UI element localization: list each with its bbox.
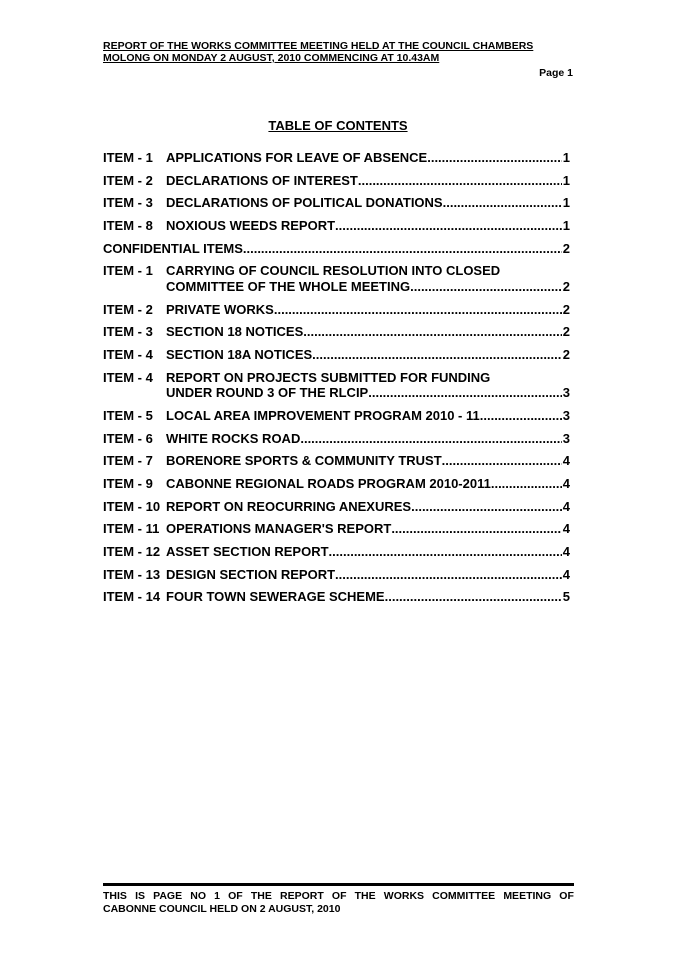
toc-entry: [103, 241, 570, 257]
dot-leader: [443, 195, 562, 211]
toc-entry-title: WHITE ROCKS ROAD: [166, 430, 301, 446]
toc-entry-label: ITEM - 4: [103, 369, 153, 385]
footer-word: REPORT: [280, 890, 324, 902]
toc-entry-title: FOUR TOWN SEWERAGE SCHEME: [166, 589, 385, 605]
footer-word: PAGE: [153, 890, 183, 902]
toc-entry-label: ITEM - 1: [103, 263, 153, 279]
toc-entry-title: DECLARATIONS OF INTEREST: [166, 172, 358, 188]
footer-word: OF: [559, 890, 574, 902]
toc-entry-page: 3: [562, 385, 570, 401]
footer-word: IS: [135, 890, 145, 902]
toc-entry: [103, 431, 570, 447]
toc-entry-page: 4: [562, 544, 570, 559]
toc-entry-label: ITEM - 14: [103, 589, 161, 605]
toc-entry-label: ITEM - 12: [103, 544, 161, 559]
footer-word: WORKS: [383, 890, 425, 902]
toc-title: TABLE OF CONTENTS: [268, 118, 408, 133]
toc-entry-page: 4: [562, 566, 570, 582]
dot-leader: [329, 544, 562, 560]
toc-entry-label: ITEM - 10: [103, 498, 161, 514]
toc-entry-page: 1: [562, 150, 570, 165]
toc-entry-page: 4: [562, 521, 570, 537]
toc-entry-title: REPORT ON PROJECTS SUBMITTED FOR FUNDING: [166, 369, 491, 385]
dot-leader: [480, 408, 562, 424]
toc-entry-page: 4: [562, 498, 570, 514]
footer-word: THIS: [103, 890, 127, 902]
dot-leader: [335, 567, 562, 583]
toc-entry-title: OPERATIONS MANAGER'S REPORT: [166, 521, 392, 537]
footer-word: OF: [228, 890, 243, 902]
footer-word: OF: [331, 890, 347, 902]
dot-leader: [391, 521, 561, 537]
dot-leader: [410, 279, 562, 295]
toc-entry-label: ITEM - 3: [103, 324, 153, 340]
toc-entry: [103, 195, 570, 211]
toc-entry: [103, 408, 570, 424]
toc-entry: [103, 476, 570, 492]
dot-leader: [358, 173, 562, 189]
toc-entry-label: ITEM - 2: [103, 301, 153, 317]
toc-entry-page: 2: [562, 278, 570, 294]
footer-line-1: [103, 890, 574, 903]
toc-entry-title: SECTION 18 NOTICES: [166, 324, 304, 340]
dot-leader: [411, 499, 562, 515]
toc-entry: [103, 499, 570, 515]
toc-entry-label: ITEM - 7: [103, 453, 153, 469]
toc-entry-page: 4: [562, 475, 570, 491]
toc-entry-label: ITEM - 11: [103, 521, 160, 537]
toc-entry-title: REPORT ON REOCURRING ANEXURES: [166, 498, 412, 514]
toc-entry-page: 5: [562, 589, 570, 605]
toc-entry-title: APPLICATIONS FOR LEAVE OF ABSENCE: [166, 150, 428, 165]
table-of-contents: [103, 150, 570, 612]
toc-entry: [103, 150, 570, 166]
toc-entry: [103, 544, 570, 560]
footer-word: THE: [354, 890, 376, 902]
toc-entry-page: 1: [562, 218, 570, 234]
toc-entry-page: 1: [562, 172, 570, 188]
footer-word: COMMITTEE: [432, 890, 496, 902]
toc-entry-page: 2: [562, 301, 570, 317]
toc-entry-page: 4: [562, 453, 570, 469]
toc-entry: [103, 589, 570, 605]
page-footer: [103, 883, 574, 915]
toc-entry-page: 1: [562, 195, 570, 211]
dot-leader: [300, 431, 561, 447]
dot-leader: [427, 150, 562, 166]
toc-entry-title: SECTION 18A NOTICES: [166, 347, 313, 362]
toc-entry-label: ITEM - 2: [103, 172, 153, 188]
toc-entry: [103, 173, 570, 189]
header-line-2: MOLONG ON MONDAY 2 AUGUST, 2010 COMMENCING AT 10.43AM: [103, 52, 440, 64]
dot-leader: [368, 385, 562, 401]
toc-entry-page: 3: [562, 407, 570, 423]
toc-entry: [103, 521, 570, 537]
toc-entry: [103, 370, 570, 401]
toc-entry-label: ITEM - 3: [103, 195, 153, 211]
toc-entry-title: CONFIDENTIAL ITEMS: [103, 240, 243, 256]
toc-entry-title: CARRYING OF COUNCIL RESOLUTION INTO CLOSED: [166, 263, 501, 279]
toc-entry-page: 2: [562, 324, 570, 340]
toc-entry: [103, 347, 570, 363]
toc-entry-label: ITEM - 5: [103, 407, 153, 423]
toc-entry: [103, 453, 570, 469]
footer-word: NO: [190, 890, 206, 902]
toc-entry-page: 3: [562, 430, 570, 446]
toc-entry-title: DESIGN SECTION REPORT: [166, 566, 336, 582]
toc-entry-label: ITEM - 8: [103, 218, 153, 234]
dot-leader: [243, 241, 562, 257]
dot-leader: [274, 302, 562, 318]
toc-entry-title: DECLARATIONS OF POLITICAL DONATIONS: [166, 195, 443, 211]
dot-leader: [303, 324, 562, 340]
toc-entry-page: 2: [562, 240, 570, 256]
dot-leader: [312, 347, 562, 363]
footer-line-2: CABONNE COUNCIL HELD ON 2 AUGUST, 2010: [103, 902, 341, 915]
toc-entry-label: ITEM - 1: [103, 150, 153, 165]
footer-word: MEETING: [503, 890, 552, 902]
dot-leader: [335, 218, 562, 234]
toc-entry-label: ITEM - 6: [103, 430, 153, 446]
page-number: Page 1: [539, 67, 573, 79]
toc-entry: [103, 263, 570, 294]
toc-entry-title: BORENORE SPORTS & COMMUNITY TRUST: [166, 453, 442, 469]
toc-entry-title: CABONNE REGIONAL ROADS PROGRAM 2010-2011: [166, 475, 491, 491]
toc-entry-label: ITEM - 13: [103, 566, 161, 582]
toc-entry-title: PRIVATE WORKS: [166, 301, 274, 317]
toc-entry-title: UNDER ROUND 3 OF THE RLCIP: [166, 385, 369, 401]
toc-entry-label: ITEM - 9: [103, 475, 153, 491]
dot-leader: [442, 453, 562, 469]
footer-word: 1: [214, 890, 220, 902]
page-header: [103, 40, 573, 64]
toc-entry-label: ITEM - 4: [103, 347, 153, 362]
toc-entry-page: 2: [562, 347, 570, 362]
toc-entry-title: LOCAL AREA IMPROVEMENT PROGRAM 2010 - 11: [166, 407, 480, 423]
header-line-1: REPORT OF THE WORKS COMMITTEE MEETING HELD AT THE COUNCIL CHAMBERS: [103, 40, 534, 52]
toc-entry: [103, 567, 570, 583]
toc-entry-title: COMMITTEE OF THE WHOLE MEETING: [166, 278, 411, 294]
dot-leader: [491, 476, 562, 492]
toc-entry: [103, 218, 570, 234]
footer-word: THE: [250, 890, 272, 902]
toc-entry-title: NOXIOUS WEEDS REPORT: [166, 218, 336, 234]
toc-entry: [103, 324, 570, 340]
dot-leader: [385, 589, 562, 605]
toc-entry: [103, 302, 570, 318]
toc-entry-title: ASSET SECTION REPORT: [166, 544, 329, 559]
